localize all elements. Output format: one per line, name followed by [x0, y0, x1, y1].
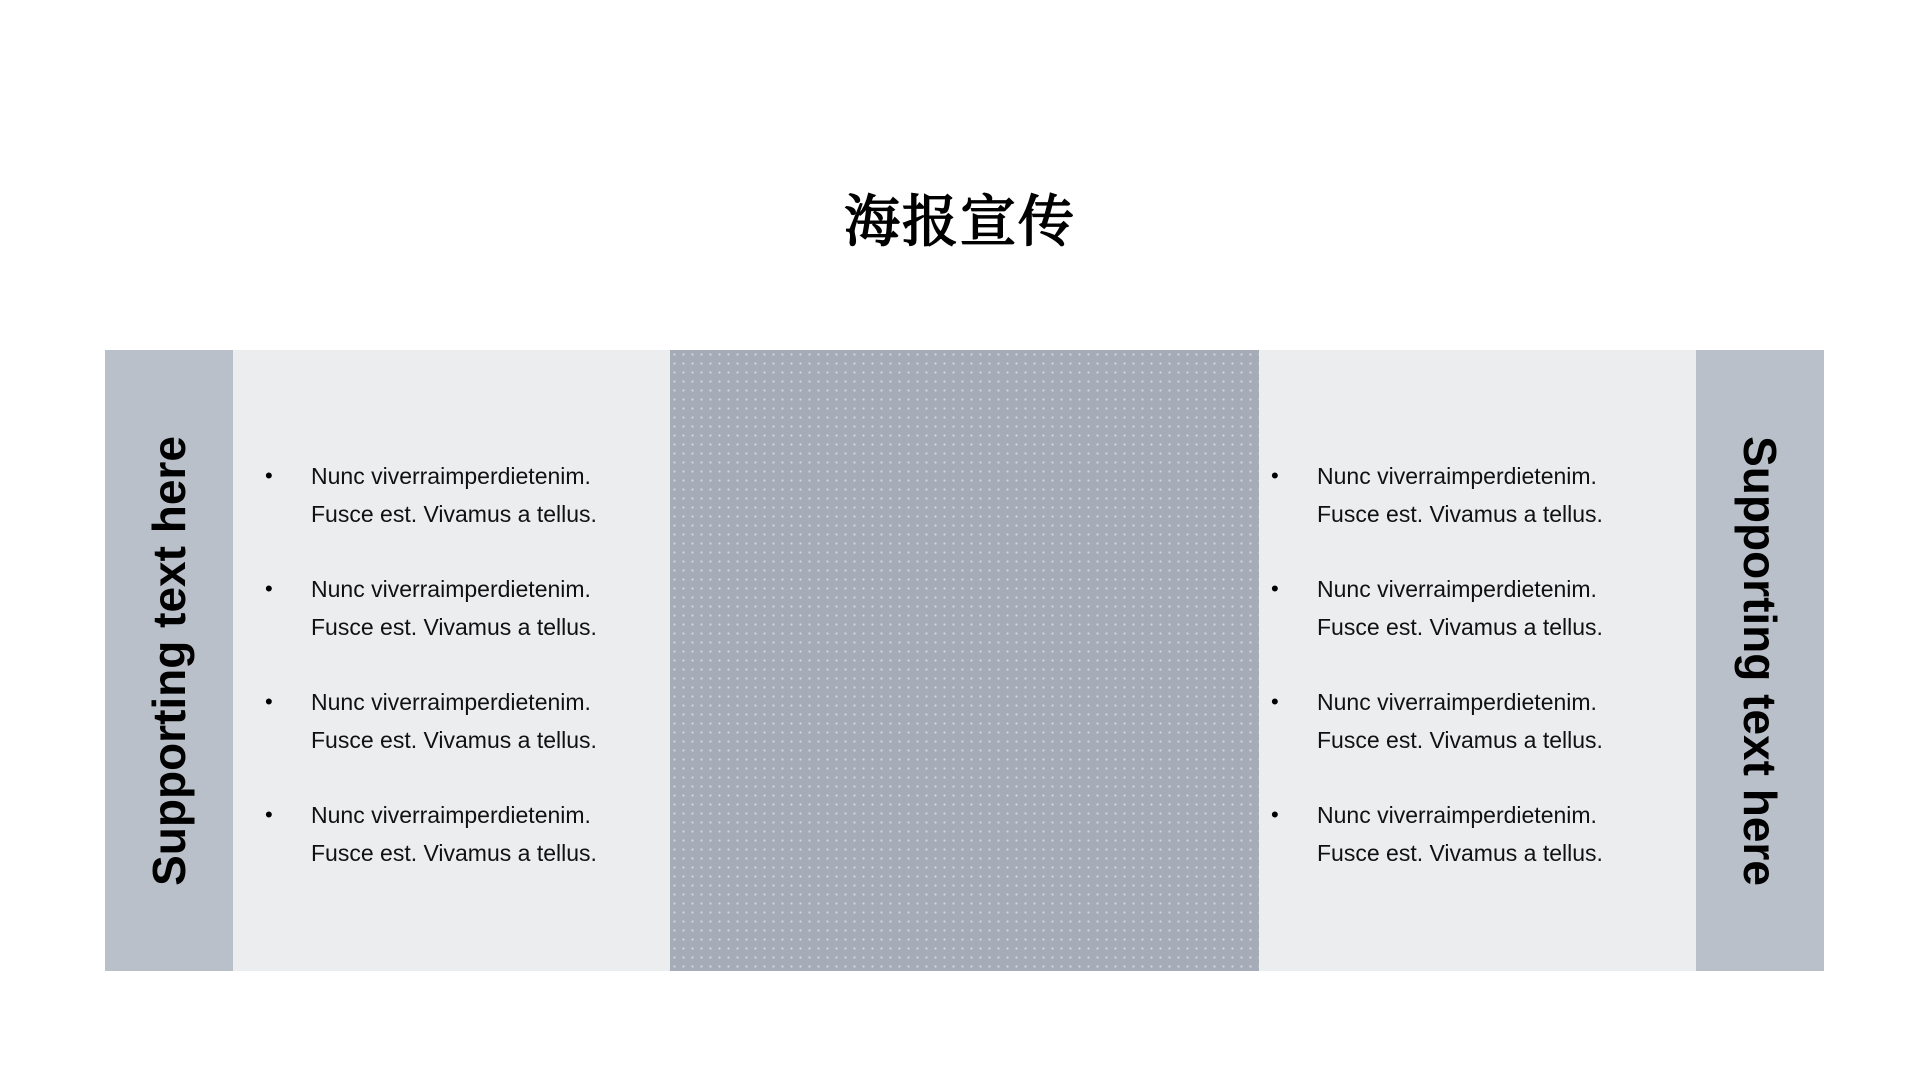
list-item: [1271, 683, 1671, 796]
right-bullet-list: [1271, 457, 1671, 909]
bullet-line-2: Fusce est. Vivamus a tellus.: [311, 727, 597, 753]
content-band: [105, 350, 1824, 971]
bullet-line-2: Fusce est. Vivamus a tellus.: [1317, 614, 1603, 640]
bullet-line-1: Nunc viverraimperdietenim.: [1317, 802, 1597, 828]
bullet-icon: •: [265, 463, 273, 488]
bullet-line-2: Fusce est. Vivamus a tellus.: [1317, 840, 1603, 866]
bullet-line-1: Nunc viverraimperdietenim.: [1317, 576, 1597, 602]
bullet-icon: •: [1271, 802, 1279, 827]
list-item: [265, 683, 655, 796]
list-item: [1271, 457, 1671, 570]
bullet-line-1: Nunc viverraimperdietenim.: [311, 689, 591, 715]
bullet-icon: •: [265, 576, 273, 601]
bullet-line-1: Nunc viverraimperdietenim.: [311, 463, 591, 489]
bullet-line-2: Fusce est. Vivamus a tellus.: [1317, 501, 1603, 527]
bullet-line-1: Nunc viverraimperdietenim.: [311, 576, 591, 602]
right-side-strip: [1696, 350, 1824, 971]
left-bullet-list: [265, 457, 655, 909]
bullet-icon: •: [1271, 689, 1279, 714]
image-placeholder: [670, 350, 1259, 971]
list-item: [1271, 570, 1671, 683]
right-side-label: Supporting text here: [1734, 435, 1786, 886]
bullet-icon: •: [265, 689, 273, 714]
bullet-line-2: Fusce est. Vivamus a tellus.: [1317, 727, 1603, 753]
bullet-line-1: Nunc viverraimperdietenim.: [311, 802, 591, 828]
bullet-line-1: Nunc viverraimperdietenim.: [1317, 689, 1597, 715]
page-title: 海报宣传: [844, 190, 1076, 255]
bullet-line-2: Fusce est. Vivamus a tellus.: [311, 501, 597, 527]
list-item: [265, 796, 655, 909]
bullet-icon: •: [1271, 576, 1279, 601]
left-side-strip: [105, 350, 233, 971]
list-item: [1271, 796, 1671, 909]
list-item: [265, 457, 655, 570]
bullet-line-2: Fusce est. Vivamus a tellus.: [311, 614, 597, 640]
bullet-icon: •: [1271, 463, 1279, 488]
left-side-label: Supporting text here: [143, 435, 195, 886]
bullet-icon: •: [265, 802, 273, 827]
list-item: [265, 570, 655, 683]
bullet-line-1: Nunc viverraimperdietenim.: [1317, 463, 1597, 489]
bullet-line-2: Fusce est. Vivamus a tellus.: [311, 840, 597, 866]
